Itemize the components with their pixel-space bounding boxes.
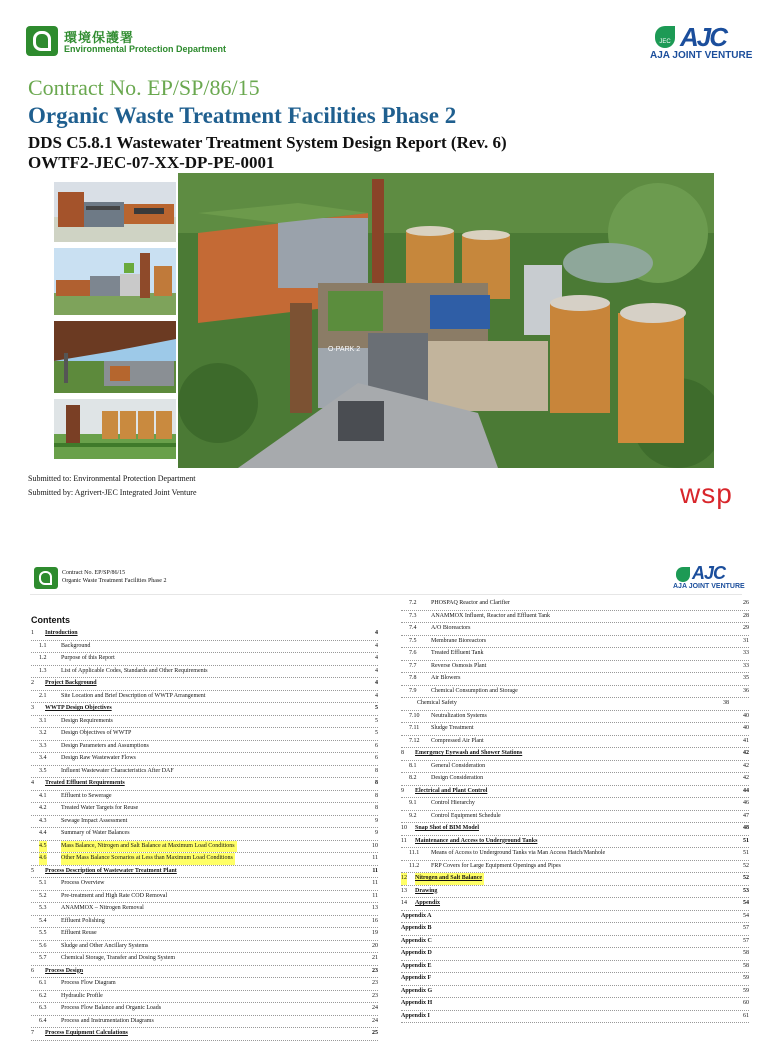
toc-entry-page: 21	[370, 953, 378, 965]
toc-entry-title: Appendix F	[401, 973, 433, 985]
toc-entry-number: 7.8	[409, 675, 417, 681]
toc-entry-page: 52	[741, 861, 749, 873]
toc-entry[interactable]	[31, 978, 378, 991]
toc-entry-number: 5	[31, 867, 34, 874]
toc-entry-page: 41	[741, 736, 749, 748]
toc-entry-number: 5.2	[39, 892, 47, 899]
toc-entry[interactable]	[31, 641, 378, 654]
toc-entry-title: Neutralization Systems	[431, 711, 489, 723]
aja-joint-venture-text: AJA JOINT VENTURE	[650, 50, 753, 61]
toc-entry-title: Electrical and Plant Control	[415, 786, 489, 798]
toc-entry-title: Effluent to Sewerage	[61, 791, 114, 803]
toc-entry-title: Drawing	[415, 886, 439, 898]
toc-entry-title: Process Design	[45, 966, 85, 978]
toc-entry-page: 51	[741, 848, 749, 860]
toc-entry-number: 3.4	[39, 755, 47, 761]
toc-entry[interactable]	[401, 1011, 749, 1024]
toc-entry-page: 35	[741, 673, 749, 685]
toc-entry-page: 47	[741, 811, 749, 823]
toc-left-column	[31, 628, 378, 1041]
toc-entry[interactable]	[31, 691, 378, 704]
toc-entry[interactable]	[401, 773, 749, 786]
toc-entry-title: Design Objectives of WWTP	[61, 728, 133, 740]
toc-entry[interactable]	[31, 991, 378, 1004]
toc-entry-number: 8.1	[409, 762, 417, 769]
toc-entry-number: 7.9	[409, 687, 417, 694]
toc-entry-title: Design Consideration	[431, 773, 485, 785]
toc-entry[interactable]	[31, 728, 378, 741]
toc-entry-number: 6	[31, 967, 34, 974]
toc-entry-number: 3	[31, 705, 34, 711]
toc-entry-title: Design Raw Wastewater Flows	[61, 753, 138, 765]
toc-entry-number: 1.1	[39, 642, 47, 649]
toc-entry[interactable]	[401, 861, 749, 874]
wsp-logo: wsp	[680, 478, 733, 509]
toc-entry[interactable]	[31, 953, 378, 966]
toc-entry-title: WWTP Design Objectives	[45, 703, 114, 715]
toc-entry-title: Air Blowers	[431, 673, 463, 685]
toc-entry-title: ANAMMOX – Nitrogen Removal	[61, 903, 146, 915]
toc-entry-title: Treated Water Targets for Reuse	[61, 803, 140, 815]
toc-entry-page: 46	[741, 798, 749, 810]
toc-entry-number: 7.6	[409, 650, 417, 656]
toc-entry-page: 40	[741, 711, 749, 723]
thumbnail-image-4	[54, 399, 176, 459]
toc-entry-number: 4.4	[39, 830, 47, 836]
toc-entry-page: 33	[741, 648, 749, 660]
toc-entry[interactable]	[31, 741, 378, 754]
epd-logo-english: Environmental Protection Department	[64, 44, 227, 54]
toc-entry[interactable]	[31, 853, 378, 866]
toc-entry-title: Process and Instrumentation Diagrams	[61, 1016, 156, 1028]
toc-entry-page: 24	[370, 1003, 378, 1015]
toc-entry-title: Process Flow Diagram	[61, 978, 118, 990]
report-title: DDS C5.8.1 Wastewater Treatment System Design Report (Rev. 6)	[28, 133, 507, 152]
toc-entry-number: 8	[401, 750, 404, 756]
toc-entry-page: 54	[741, 911, 749, 923]
toc-entry[interactable]	[401, 973, 749, 986]
toc-entry[interactable]	[401, 873, 749, 886]
toc-entry-number: 2	[31, 680, 34, 686]
toc-entry[interactable]	[31, 803, 378, 816]
thumbnail-image-2	[54, 248, 176, 315]
toc-entry-page: 5	[373, 716, 378, 728]
toc-entry-title: Project Background	[45, 678, 99, 690]
project-title: Organic Waste Treatment Facilities Phase 2	[28, 103, 457, 128]
toc-entry-number: 6.4	[39, 1017, 47, 1024]
toc-entry-title: List of Applicable Codes, Standards and Other Requirements	[61, 666, 210, 678]
toc-entry[interactable]	[31, 841, 378, 854]
toc-entry-title: Design Parameters and Assumptions	[61, 741, 151, 753]
toc-entry-title: A/O Bioreactors	[431, 623, 473, 635]
toc-entry-page: 23	[370, 991, 378, 1003]
toc-entry-number: 3.1	[39, 717, 47, 724]
toc-entry[interactable]	[31, 941, 378, 954]
toc-entry-title: Treated Effluent Requirements	[45, 778, 127, 790]
toc-entry-title: Emergency Eyewash and Shower Stations	[415, 748, 524, 760]
toc-entry[interactable]	[31, 903, 378, 916]
epd-logo-icon	[26, 26, 58, 56]
toc-entry-page: 26	[741, 598, 749, 610]
toc-entry-page: 10	[370, 841, 378, 853]
submitted-by: Submitted by: Agrivert-JEC Integrated Joint Venture	[28, 488, 197, 497]
toc-entry-title: Appendix E	[401, 961, 434, 973]
toc-entry-number: 5.3	[39, 905, 47, 911]
toc-entry-title: ANAMMOX Influent, Reactor and Effluent Tank	[431, 611, 552, 623]
toc-entry-number: 6.2	[39, 992, 47, 999]
toc-entry[interactable]	[401, 686, 749, 699]
toc-entry[interactable]	[401, 986, 749, 999]
toc-entry[interactable]	[401, 798, 749, 811]
toc-entry-title: Other Mass Balance Scenarios at Less than Maximum Load Conditions	[61, 853, 235, 865]
toc-entry-title: Control Hierarchy	[431, 798, 477, 810]
toc-entry[interactable]	[401, 961, 749, 974]
toc-entry-page: 19	[370, 928, 378, 940]
toc-entry-page: 51	[741, 836, 749, 848]
toc-entry-number: 5.1	[39, 880, 47, 886]
toc-entry[interactable]	[401, 611, 749, 624]
jec-logo-icon: JEC	[655, 26, 675, 48]
toc-entry[interactable]	[31, 828, 378, 841]
toc-entry-page: 16	[370, 916, 378, 928]
thumbnail-image-1	[54, 182, 176, 242]
submitted-to: Submitted to: Environmental Protection Department	[28, 474, 196, 483]
toc-entry-title: Design Requirements	[61, 716, 115, 728]
toc-entry-number: 12	[401, 873, 407, 885]
toc-entry-number: 7.2	[409, 600, 417, 606]
toc-entry-title: Pre-treatment and High Rate COD Removal	[61, 891, 169, 903]
toc-entry-title: Process Equipment Calculations	[45, 1028, 130, 1040]
toc-entry[interactable]	[401, 761, 749, 774]
toc-entry-title: General Consideration	[431, 761, 487, 773]
toc-entry[interactable]	[401, 886, 749, 899]
toc-entry-page: 33	[741, 661, 749, 673]
toc-entry-title: Sludge and Other Ancillary Systems	[61, 941, 150, 953]
toc-entry-page: 42	[741, 773, 749, 785]
toc-entry-page: 42	[741, 748, 749, 760]
toc-entry[interactable]	[31, 816, 378, 829]
toc-entry[interactable]	[401, 898, 749, 911]
toc-entry-page: 4	[373, 653, 378, 665]
toc-entry[interactable]	[401, 948, 749, 961]
toc-entry-number: 7.12	[409, 737, 420, 744]
toc-entry[interactable]	[401, 911, 749, 924]
toc-entry[interactable]	[31, 1028, 378, 1041]
toc-entry-page: 9	[373, 816, 378, 828]
toc-entry-title: Chemical Storage, Transfer and Dosing System	[61, 953, 177, 965]
toc-entry-number: 4	[31, 780, 34, 786]
toc-entry-title: Control Equipment Schedule	[431, 811, 503, 823]
toc-entry-title: Sludge Treatment	[431, 723, 476, 735]
toc-entry[interactable]	[31, 716, 378, 729]
toc-entry-number: 9.1	[409, 800, 417, 806]
toc-entry-title: Introduction	[45, 628, 80, 640]
toc-entry-page: 54	[741, 898, 749, 910]
toc-entry[interactable]	[31, 753, 378, 766]
ajc-logo-small: AJC	[692, 563, 726, 583]
toc-entry-number: 7.11	[409, 725, 420, 731]
facility-rendering-image	[178, 173, 714, 468]
toc-entry-title: Snap Shot of BIM Model	[415, 823, 481, 835]
toc-entry-page: 23	[370, 978, 378, 990]
toc-right-column	[401, 598, 749, 1023]
toc-entry-number: 1.3	[39, 667, 47, 674]
toc-entry-title: Appendix	[415, 898, 442, 910]
epd-logo-small-icon	[34, 567, 58, 589]
toc-entry-number: 4.5	[39, 841, 47, 853]
toc-entry-number: 11.1	[409, 850, 420, 856]
toc-entry-page: 61	[741, 1011, 749, 1023]
toc-entry-title: Effluent Reuse	[61, 928, 99, 940]
toc-entry[interactable]	[401, 673, 749, 686]
toc-entry-page: 36	[741, 686, 749, 698]
thumbnail-image-3	[54, 321, 176, 393]
toc-entry[interactable]	[401, 648, 749, 661]
toc-entry-title: Chemical Consumption and Storage	[431, 686, 520, 698]
toc-entry-page: 11	[370, 866, 378, 878]
epd-logo-chinese: 環境保護署	[64, 31, 135, 46]
toc-entry-title: Reverse Osmosis Plant	[431, 661, 488, 673]
toc-entry-title: Maintenance and Access to Underground Tanks	[415, 836, 539, 848]
toc-entry[interactable]	[401, 923, 749, 936]
toc-entry-number: 4.1	[39, 792, 47, 799]
toc-entry-number: 4.6	[39, 853, 47, 865]
toc-entry-title: Purpose of this Report	[61, 653, 117, 665]
toc-entry-page: 31	[741, 636, 749, 648]
toc-entry-number: 7.7	[409, 662, 417, 669]
toc-entry-page: 11	[370, 878, 378, 890]
toc-entry-title: Appendix D	[401, 948, 434, 960]
toc-entry-title: Process Description of Wastewater Treatment Plant	[45, 866, 179, 878]
toc-entry-title: Summary of Water Balances	[61, 828, 132, 840]
toc-entry-number: 9.2	[409, 812, 417, 819]
toc-entry-page: 59	[741, 973, 749, 985]
ajc-logo: AJC	[680, 22, 727, 52]
toc-entry[interactable]	[31, 891, 378, 904]
toc-entry-page: 4	[373, 628, 378, 640]
toc-entry-page: 6	[373, 741, 378, 753]
toc-entry-number: 7.3	[409, 612, 417, 619]
toc-entry-page: 58	[741, 961, 749, 973]
toc-entry-number: 6.3	[39, 1005, 47, 1011]
toc-entry-page: 4	[373, 691, 378, 703]
toc-entry-title: Compressed Air Plant	[431, 736, 486, 748]
toc-entry[interactable]	[401, 848, 749, 861]
toc-entry-title: Appendix C	[401, 936, 434, 948]
toc-entry[interactable]	[401, 711, 749, 724]
toc-entry-page: 60	[741, 998, 749, 1010]
toc-entry-page: 25	[370, 1028, 378, 1040]
toc-entry-page: 48	[741, 823, 749, 835]
toc-entry-number: 10	[401, 825, 407, 831]
toc-entry-number: 5.6	[39, 942, 47, 949]
toc-entry-number: 11	[401, 837, 407, 844]
toc-entry[interactable]	[31, 866, 378, 879]
toc-entry-title: Appendix A	[401, 911, 434, 923]
page2-project: Organic Waste Treatment Facilities Phase 2	[62, 578, 167, 584]
toc-entry-page: 4	[373, 678, 378, 690]
toc-entry[interactable]	[31, 928, 378, 941]
toc-entry-number: 9	[401, 787, 404, 794]
toc-entry-number: 3.3	[39, 742, 47, 749]
toc-entry-number: 7.4	[409, 625, 417, 631]
jec-logo-small-icon	[676, 567, 690, 582]
toc-entry[interactable]	[31, 653, 378, 666]
toc-entry-title: Hydraulic Profile	[61, 991, 105, 1003]
toc-entry-page: 57	[741, 923, 749, 935]
toc-entry-page: 13	[370, 903, 378, 915]
toc-entry-page: 24	[370, 1016, 378, 1028]
toc-entry[interactable]	[401, 811, 749, 824]
toc-entry-number: 3.2	[39, 730, 47, 736]
toc-entry-number: 5.4	[39, 917, 47, 924]
toc-entry-title: Appendix G	[401, 986, 434, 998]
toc-entry[interactable]	[401, 598, 749, 611]
toc-entry-title: Appendix H	[401, 998, 434, 1010]
toc-entry-title: Background	[61, 641, 92, 653]
toc-entry-title: Appendix I	[401, 1011, 432, 1023]
toc-entry[interactable]	[401, 936, 749, 949]
toc-entry-title: Means of Access to Underground Tanks via Man Access Hatch/Manhole	[431, 848, 607, 860]
document-number: OWTF2-JEC-07-XX-DP-PE-0001	[28, 153, 275, 172]
toc-entry-title: Chemical Safety	[417, 698, 459, 710]
toc-entry-title: Membrane Bioreactors	[431, 636, 488, 648]
toc-entry-number: 1.2	[39, 655, 47, 661]
contents-title: Contents	[31, 615, 70, 625]
toc-entry-page: 53	[741, 886, 749, 898]
toc-entry-title: Sewage Impact Assessment	[61, 816, 129, 828]
toc-entry-page: 44	[741, 786, 749, 798]
header-divider	[30, 594, 742, 595]
toc-entry-page: 29	[741, 623, 749, 635]
toc-entry-title: FRP Covers for Large Equipment Openings and Pipes	[431, 861, 563, 873]
toc-entry[interactable]	[31, 778, 378, 791]
page2-contract: Contract No. EP/SP/86/15	[62, 570, 126, 576]
toc-entry[interactable]	[401, 736, 749, 749]
toc-entry-number: 5.7	[39, 955, 47, 961]
contract-number: Contract No. EP/SP/86/15	[28, 75, 260, 100]
toc-entry[interactable]	[401, 698, 749, 711]
toc-entry-title: Nitrogen and Salt Balance	[415, 873, 484, 885]
toc-entry-number: 11.2	[409, 862, 420, 869]
toc-entry[interactable]	[401, 748, 749, 761]
toc-entry[interactable]	[31, 878, 378, 891]
toc-entry-title: Effluent Polishing	[61, 916, 107, 928]
toc-entry-page: 4	[373, 666, 378, 678]
toc-entry-title: Treated Effluent Tank	[431, 648, 485, 660]
toc-entry-page: 5	[373, 703, 378, 715]
toc-entry-number: 3.5	[39, 767, 47, 774]
toc-entry-page: 6	[373, 753, 378, 765]
toc-entry-number: 7	[31, 1030, 34, 1036]
toc-entry[interactable]	[31, 628, 378, 641]
toc-entry-number: 6.1	[39, 980, 47, 986]
toc-entry-title: Process Overview	[61, 878, 107, 890]
toc-entry[interactable]	[31, 966, 378, 979]
toc-entry-title: Process Flow Balance and Organic Loads	[61, 1003, 163, 1015]
toc-entry-title: Site Location and Brief Description of WWTP Arrangement	[61, 691, 207, 703]
toc-entry-page: 40	[741, 723, 749, 735]
toc-entry[interactable]	[401, 786, 749, 799]
toc-entry[interactable]	[401, 998, 749, 1011]
toc-entry-page: 8	[373, 766, 378, 778]
toc-entry-number: 1	[31, 630, 34, 636]
toc-entry-number: 4.3	[39, 817, 47, 824]
toc-entry-title: Appendix B	[401, 923, 434, 935]
toc-entry-page: 4	[373, 641, 378, 653]
toc-entry[interactable]	[401, 636, 749, 649]
toc-entry[interactable]	[31, 1003, 378, 1016]
toc-entry[interactable]	[31, 703, 378, 716]
toc-entry-page: 42	[741, 761, 749, 773]
toc-entry-page: 5	[373, 728, 378, 740]
toc-entry[interactable]	[401, 623, 749, 636]
toc-entry[interactable]	[401, 723, 749, 736]
toc-entry-number: 8.2	[409, 775, 417, 781]
toc-entry-number: 7.10	[409, 712, 420, 719]
toc-entry-title: PHOSPAQ Reactor and Clarifier	[431, 598, 512, 610]
toc-entry-page: 59	[741, 986, 749, 998]
toc-entry-page: 11	[370, 891, 378, 903]
toc-entry[interactable]	[31, 1016, 378, 1029]
toc-entry-title: Influent Wastewater Characteristics After DAF	[61, 766, 176, 778]
toc-entry[interactable]	[401, 661, 749, 674]
toc-entry-page: 8	[373, 803, 378, 815]
toc-entry[interactable]	[401, 836, 749, 849]
toc-entry-page: 28	[741, 611, 749, 623]
toc-entry-number: 13	[401, 887, 407, 894]
aja-joint-venture-small: AJA JOINT VENTURE	[673, 583, 745, 590]
toc-entry-page: 38	[721, 698, 729, 710]
toc-entry[interactable]	[31, 666, 378, 679]
toc-entry-number: 14	[401, 900, 407, 906]
toc-entry-page: 9	[373, 828, 378, 840]
toc-entry-page: 20	[370, 941, 378, 953]
toc-entry-number: 5.5	[39, 930, 47, 936]
toc-entry-page: 8	[373, 791, 378, 803]
toc-entry[interactable]	[31, 766, 378, 779]
toc-entry-page: 23	[370, 966, 378, 978]
toc-entry[interactable]	[401, 823, 749, 836]
toc-entry[interactable]	[31, 678, 378, 691]
toc-entry-page: 58	[741, 948, 749, 960]
toc-entry-page: 57	[741, 936, 749, 948]
toc-entry[interactable]	[31, 791, 378, 804]
toc-entry-number: 7.5	[409, 637, 417, 644]
toc-entry-page: 11	[370, 853, 378, 865]
toc-entry-page: 8	[373, 778, 378, 790]
toc-entry-page: 52	[741, 873, 749, 885]
toc-entry-number: 2.1	[39, 692, 47, 699]
toc-entry-number: 4.2	[39, 805, 47, 811]
opark-label: O·PARK 2	[328, 346, 361, 353]
toc-entry[interactable]	[31, 916, 378, 929]
toc-entry-title: Mass Balance, Nitrogen and Salt Balance at Maximum Load Conditions	[61, 841, 237, 853]
